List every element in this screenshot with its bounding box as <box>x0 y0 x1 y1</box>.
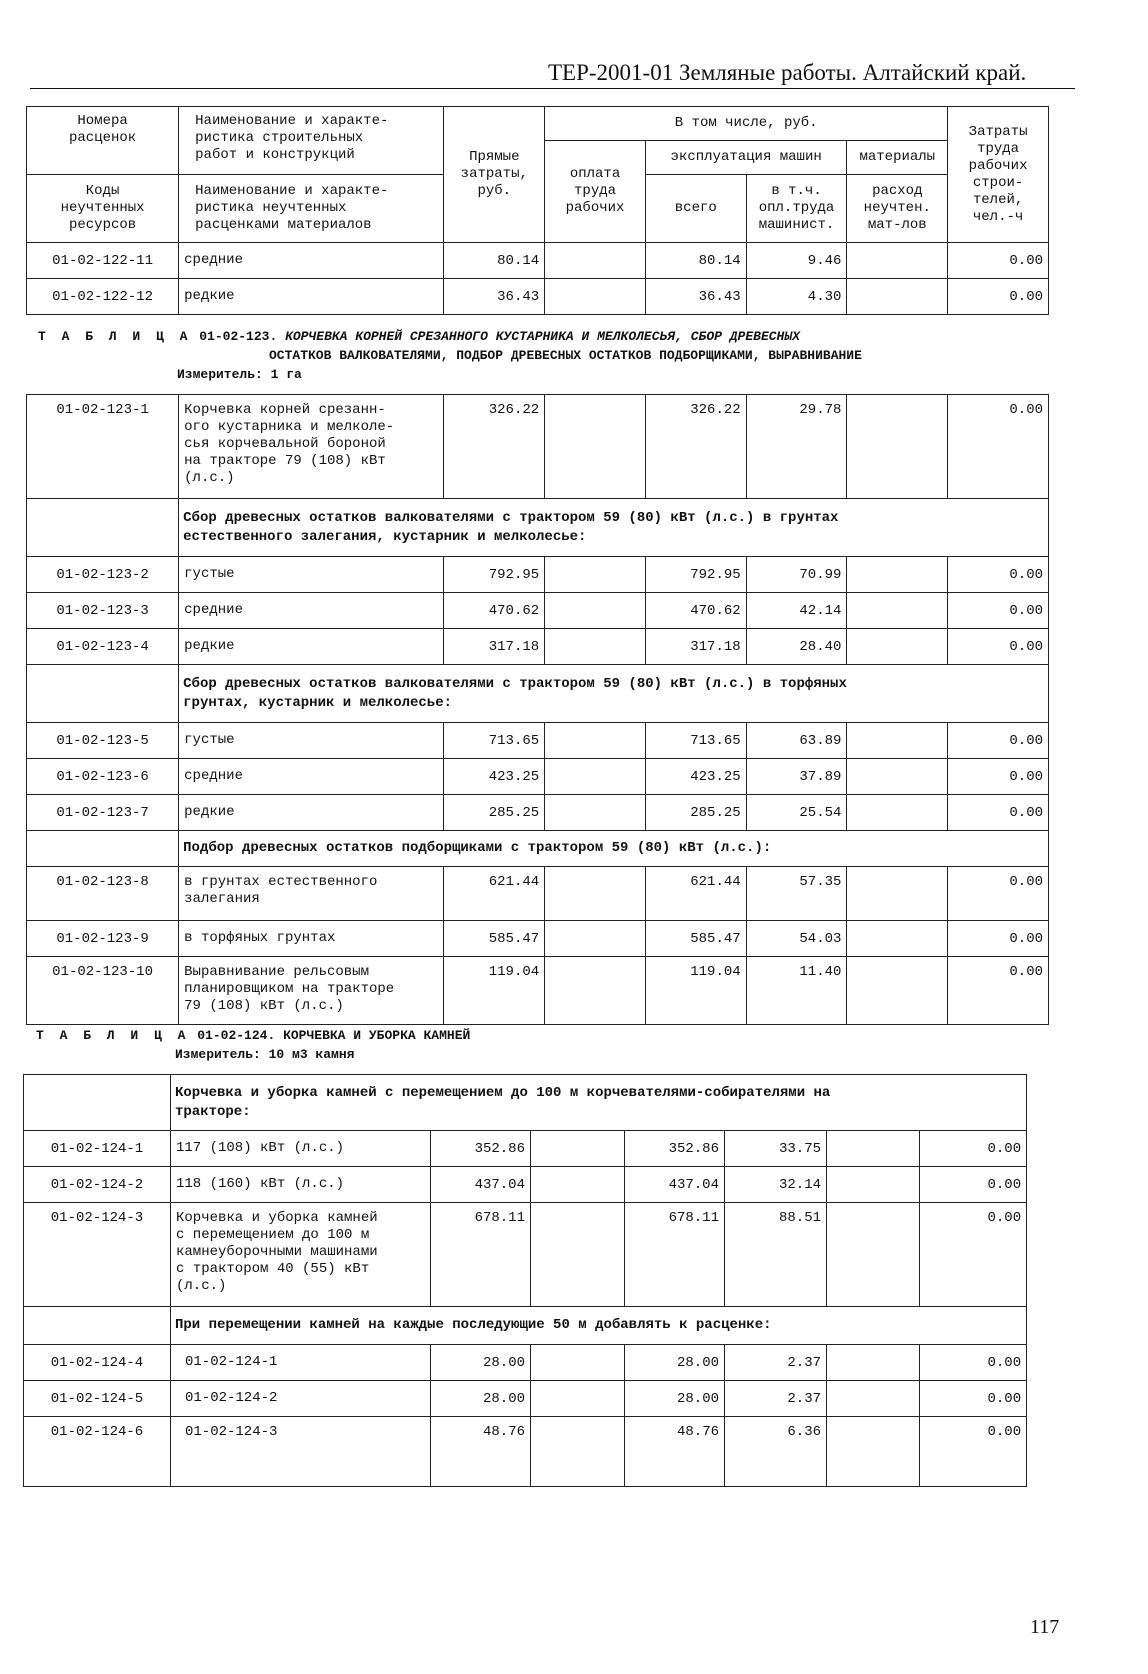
table-row <box>27 723 1049 759</box>
machine-total: 285.25 <box>645 795 746 831</box>
table-number: 01-02-124. <box>197 1028 276 1043</box>
direct-costs: 423.25 <box>444 759 545 795</box>
rates-table-123 <box>26 394 1049 1025</box>
operator-pay: 6.36 <box>725 1417 827 1487</box>
labor-costs: 0.00 <box>948 243 1049 279</box>
base-rate-code: 01-02-124-2 <box>171 1381 431 1417</box>
work-name: 117 (108) кВт (л.с.) <box>171 1131 431 1167</box>
section-title: Сбор древесных остатков валкователями с трактором 59 (80) кВт (л.с.) в торфяных грунтах, кустарник и мелколесье: <box>179 665 1049 723</box>
work-name: Выравнивание рельсовым планировщиком на тракторе 79 (108) кВт (л.с.) <box>179 957 444 1025</box>
direct-costs: 28.00 <box>431 1381 531 1417</box>
labor-pay <box>531 1381 625 1417</box>
direct-costs: 80.14 <box>444 243 545 279</box>
materials <box>847 795 948 831</box>
labor-pay <box>545 867 646 921</box>
materials <box>847 759 948 795</box>
materials <box>847 557 948 593</box>
rate-code: 01-02-123-5 <box>27 723 179 759</box>
rate-code: 01-02-124-4 <box>24 1345 171 1381</box>
header-work-name: Наименование и характе- ристика строительных работ и конструкций <box>179 107 444 175</box>
machine-total: 585.47 <box>645 921 746 957</box>
labor-costs: 0.00 <box>920 1167 1027 1203</box>
labor-costs: 0.00 <box>948 723 1049 759</box>
labor-costs: 0.00 <box>920 1345 1027 1381</box>
work-name: редкие <box>179 795 444 831</box>
machine-total: 621.44 <box>645 867 746 921</box>
machine-total: 28.00 <box>625 1381 725 1417</box>
materials <box>827 1131 920 1167</box>
rate-code: 01-02-124-3 <box>24 1203 171 1307</box>
table-row <box>27 557 1049 593</box>
work-name: Корчевка и уборка камней с перемещением до 100 м камнеуборочными машинами с трактором 40 (55) кВт (л.с.) <box>171 1203 431 1307</box>
labor-costs: 0.00 <box>948 957 1049 1025</box>
table-row <box>27 629 1049 665</box>
materials <box>827 1417 920 1487</box>
header-unaccounted-materials: расход неучтен. мат-лов <box>847 175 948 243</box>
direct-costs: 678.11 <box>431 1203 531 1307</box>
header-operator-pay: в т.ч. опл.труда машинист. <box>746 175 847 243</box>
direct-costs: 792.95 <box>444 557 545 593</box>
work-name: средние <box>179 243 444 279</box>
section-header <box>27 831 1049 867</box>
header-total: всего <box>645 175 746 243</box>
labor-pay <box>545 957 646 1025</box>
section-header <box>27 665 1049 723</box>
table-row <box>24 1203 1027 1307</box>
labor-pay <box>531 1167 625 1203</box>
direct-costs: 326.22 <box>444 395 545 499</box>
table-123-caption <box>38 327 862 384</box>
materials <box>827 1345 920 1381</box>
direct-costs: 285.25 <box>444 795 545 831</box>
rate-code: 01-02-123-3 <box>27 593 179 629</box>
base-rate-code: 01-02-124-3 <box>171 1417 431 1487</box>
materials <box>847 921 948 957</box>
direct-costs: 352.86 <box>431 1131 531 1167</box>
operator-pay: 33.75 <box>725 1131 827 1167</box>
rate-code: 01-02-122-12 <box>27 279 179 315</box>
header-machine-operation: эксплуатация машин <box>645 141 847 175</box>
direct-costs: 48.76 <box>431 1417 531 1487</box>
section-title: Сбор древесных остатков валкователями с трактором 59 (80) кВт (л.с.) в грунтах естественного залегания, кустарник и мелколесье: <box>179 499 1049 557</box>
machine-total: 317.18 <box>645 629 746 665</box>
machine-total: 80.14 <box>645 243 746 279</box>
table-row <box>24 1381 1027 1417</box>
operator-pay: 29.78 <box>746 395 847 499</box>
labor-pay <box>545 243 646 279</box>
header-direct-costs: Прямые затраты, руб. <box>444 107 545 243</box>
base-rate-code: 01-02-124-1 <box>171 1345 431 1381</box>
header-material-name: Наименование и характе- ристика неучтенных расценками материалов <box>179 175 444 243</box>
labor-costs: 0.00 <box>948 557 1049 593</box>
machine-total: 470.62 <box>645 593 746 629</box>
materials <box>847 243 948 279</box>
machine-total: 326.22 <box>645 395 746 499</box>
table-row <box>24 1417 1027 1487</box>
machine-total: 423.25 <box>645 759 746 795</box>
operator-pay: 2.37 <box>725 1345 827 1381</box>
machine-total: 119.04 <box>645 957 746 1025</box>
materials <box>827 1381 920 1417</box>
direct-costs: 437.04 <box>431 1167 531 1203</box>
operator-pay: 54.03 <box>746 921 847 957</box>
labor-pay <box>531 1417 625 1487</box>
labor-costs: 0.00 <box>948 867 1049 921</box>
table-row <box>27 795 1049 831</box>
materials <box>827 1203 920 1307</box>
work-name: густые <box>179 557 444 593</box>
operator-pay: 57.35 <box>746 867 847 921</box>
direct-costs: 621.44 <box>444 867 545 921</box>
labor-pay <box>545 395 646 499</box>
rate-code: 01-02-122-11 <box>27 243 179 279</box>
operator-pay: 88.51 <box>725 1203 827 1307</box>
labor-costs: 0.00 <box>948 759 1049 795</box>
machine-total: 437.04 <box>625 1167 725 1203</box>
labor-pay <box>545 557 646 593</box>
materials <box>847 723 948 759</box>
operator-pay: 37.89 <box>746 759 847 795</box>
header-resource-codes: Коды неучтенных ресурсов <box>27 175 179 243</box>
table-row <box>24 1345 1027 1381</box>
labor-costs: 0.00 <box>948 795 1049 831</box>
operator-pay: 11.40 <box>746 957 847 1025</box>
table-row <box>27 243 1049 279</box>
table-title-line-1: КОРЧЕВКА КОРНЕЙ СРЕЗАННОГО КУСТАРНИКА И МЕЛКОЛЕСЬЯ, СБОР ДРЕВЕСНЫХ <box>285 329 800 344</box>
materials <box>847 867 948 921</box>
work-name: редкие <box>179 629 444 665</box>
materials <box>847 593 948 629</box>
work-name: 118 (160) кВт (л.с.) <box>171 1167 431 1203</box>
table-row <box>27 759 1049 795</box>
table-unit: Измеритель: 1 га <box>177 367 302 382</box>
table-row <box>24 1131 1027 1167</box>
work-name: в грунтах естественного залегания <box>179 867 444 921</box>
machine-total: 792.95 <box>645 557 746 593</box>
table-row <box>27 867 1049 921</box>
table-title: КОРЧЕВКА И УБОРКА КАМНЕЙ <box>283 1028 471 1043</box>
machine-total: 352.86 <box>625 1131 725 1167</box>
labor-pay <box>531 1345 625 1381</box>
operator-pay: 2.37 <box>725 1381 827 1417</box>
section-header <box>27 499 1049 557</box>
labor-costs: 0.00 <box>920 1381 1027 1417</box>
operator-pay: 63.89 <box>746 723 847 759</box>
direct-costs: 585.47 <box>444 921 545 957</box>
table-row <box>27 279 1049 315</box>
running-header: ТЕР-2001-01 Земляные работы. Алтайский край. <box>548 60 1027 85</box>
labor-pay <box>531 1131 625 1167</box>
table-row <box>27 957 1049 1025</box>
header-including: В том числе, руб. <box>545 107 948 141</box>
materials <box>847 395 948 499</box>
labor-costs: 0.00 <box>948 279 1049 315</box>
section-header <box>24 1307 1027 1345</box>
labor-pay <box>545 593 646 629</box>
labor-costs: 0.00 <box>920 1417 1027 1487</box>
rate-code: 01-02-123-6 <box>27 759 179 795</box>
header-rule <box>30 88 1075 89</box>
rate-code: 01-02-123-2 <box>27 557 179 593</box>
work-name: средние <box>179 593 444 629</box>
direct-costs: 713.65 <box>444 723 545 759</box>
machine-total: 713.65 <box>645 723 746 759</box>
labor-costs: 0.00 <box>920 1203 1027 1307</box>
work-name: средние <box>179 759 444 795</box>
machine-total: 48.76 <box>625 1417 725 1487</box>
machine-total: 36.43 <box>645 279 746 315</box>
header-labor-costs: Затраты труда рабочих строи- телей, чел.-ч <box>948 107 1049 243</box>
operator-pay: 32.14 <box>725 1167 827 1203</box>
header-rate-numbers: Номера расценок <box>27 107 179 175</box>
section-title: При перемещении камней на каждые последующие 50 м добавлять к расценке: <box>171 1307 1027 1345</box>
work-name: в торфяных грунтах <box>179 921 444 957</box>
materials <box>827 1167 920 1203</box>
labor-pay <box>545 921 646 957</box>
direct-costs: 317.18 <box>444 629 545 665</box>
labor-costs: 0.00 <box>948 395 1049 499</box>
labor-pay <box>545 723 646 759</box>
labor-pay <box>545 279 646 315</box>
materials <box>847 279 948 315</box>
labor-costs: 0.00 <box>920 1131 1027 1167</box>
rate-code: 01-02-123-8 <box>27 867 179 921</box>
page-number: 117 <box>1030 1616 1060 1638</box>
rate-code: 01-02-123-9 <box>27 921 179 957</box>
rate-code: 01-02-123-7 <box>27 795 179 831</box>
table-row <box>27 921 1049 957</box>
table-row <box>27 395 1049 499</box>
labor-pay <box>531 1203 625 1307</box>
section-title: Подбор древесных остатков подборщиками с трактором 59 (80) кВт (л.с.): <box>179 831 1049 867</box>
header-labor-pay: оплата труда рабочих <box>545 141 646 243</box>
section-title: Корчевка и уборка камней с перемещением до 100 м корчевателями-собирателями на тракторе: <box>171 1075 1027 1131</box>
machine-total: 28.00 <box>625 1345 725 1381</box>
operator-pay: 4.30 <box>746 279 847 315</box>
table-row <box>24 1167 1027 1203</box>
table-number: 01-02-123. <box>199 329 278 344</box>
labor-costs: 0.00 <box>948 629 1049 665</box>
table-label: Т А Б Л И Ц А <box>36 1028 190 1043</box>
section-header <box>24 1075 1027 1131</box>
operator-pay: 9.46 <box>746 243 847 279</box>
materials <box>847 957 948 1025</box>
operator-pay: 42.14 <box>746 593 847 629</box>
work-name: Корчевка корней срезанн- ого кустарника и мелколе- сья корчевальной бороной на тракторе 79 (108) кВт (л.с.) <box>179 395 444 499</box>
direct-costs: 28.00 <box>431 1345 531 1381</box>
table-label: Т А Б Л И Ц А <box>38 329 192 344</box>
work-name: редкие <box>179 279 444 315</box>
rate-code: 01-02-123-10 <box>27 957 179 1025</box>
labor-costs: 0.00 <box>948 593 1049 629</box>
rate-code: 01-02-124-2 <box>24 1167 171 1203</box>
table-title-line-2: ОСТАТКОВ ВАЛКОВАТЕЛЯМИ, ПОДБОР ДРЕВЕСНЫХ ОСТАТКОВ ПОДБОРЩИКАМИ, ВЫРАВНИВАНИЕ <box>269 348 862 363</box>
labor-costs: 0.00 <box>948 921 1049 957</box>
direct-costs: 36.43 <box>444 279 545 315</box>
machine-total: 678.11 <box>625 1203 725 1307</box>
rate-code: 01-02-124-6 <box>24 1417 171 1487</box>
work-name: густые <box>179 723 444 759</box>
header-materials: материалы <box>847 141 948 175</box>
direct-costs: 470.62 <box>444 593 545 629</box>
operator-pay: 25.54 <box>746 795 847 831</box>
rate-code: 01-02-123-4 <box>27 629 179 665</box>
rate-code: 01-02-123-1 <box>27 395 179 499</box>
rate-code: 01-02-124-1 <box>24 1131 171 1167</box>
rate-code: 01-02-124-5 <box>24 1381 171 1417</box>
labor-pay <box>545 629 646 665</box>
labor-pay <box>545 795 646 831</box>
direct-costs: 119.04 <box>444 957 545 1025</box>
table-unit: Измеритель: 10 м3 камня <box>175 1047 355 1062</box>
table-row <box>27 593 1049 629</box>
operator-pay: 28.40 <box>746 629 847 665</box>
table-124-caption <box>36 1026 470 1064</box>
materials <box>847 629 948 665</box>
rates-table-124 <box>23 1074 1027 1487</box>
rates-table-122 <box>26 106 1049 315</box>
operator-pay: 70.99 <box>746 557 847 593</box>
labor-pay <box>545 759 646 795</box>
